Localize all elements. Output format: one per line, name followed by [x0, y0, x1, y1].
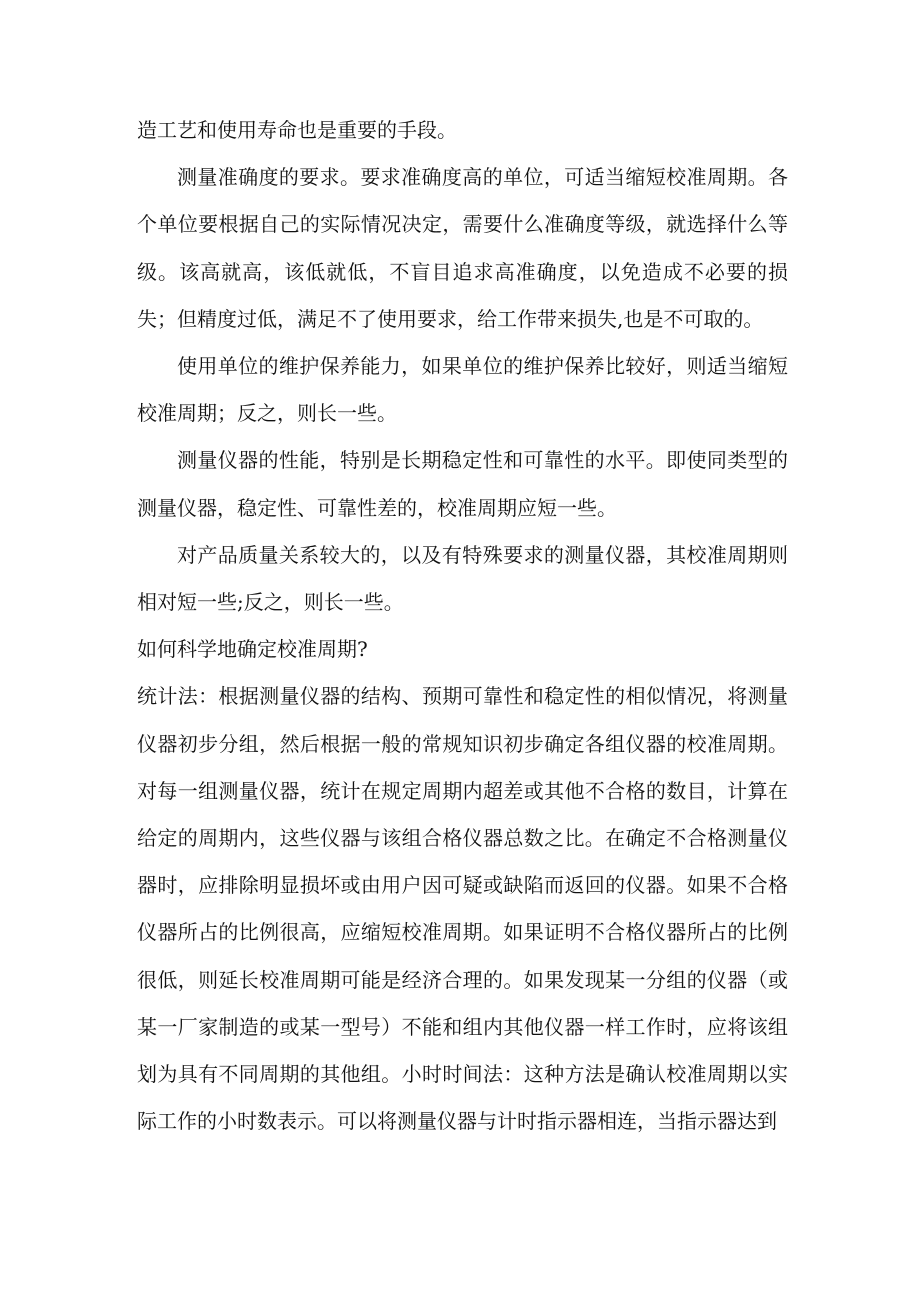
section-heading-question: 如何科学地确定校准周期?: [137, 637, 368, 662]
paragraph-product-quality: 对产品质量关系较大的，以及有特殊要求的测量仪器，其校准周期则相对短一些;反之，则长一些。: [137, 542, 788, 615]
paragraph-statistical-method: 统计法：根据测量仪器的结构、预期可靠性和稳定性的相似情况，将测量仪器初步分组，然后根据一般的常规知识初步确定各组仪器的校准周期。对每一组测量仪器，统计在规定周期内超差或其他不合格的数目，计算在给定的周期内，这些仪器与该组合格仪器总数之比。在确定不合格测量仪器时，应排除明显损坏或由用户因可疑或缺陷而返回的仪器。如果不合格仪器所占的比例很高，应缩短校准周期。如果证明不合格仪器所占的比例很低，则延长校准周期可能是经济合理的。如果发现某一分组的仪器（或某一厂家制造的或某一型号）不能和组内其他仪器一样工作时，应将该组划为具有不同周期的其他组。小时时间法：这种方法是确认校准周期以实际工作的小时数表示。可以将测量仪器与计时指示器相连，当指示器达到: [137, 684, 788, 1134]
paragraph-accuracy-requirement: 测量准确度的要求。要求准确度高的单位，可适当缩短校准周期。各个单位要根据自己的实际情况决定，需要什么准确度等级，就选择什么等级。该高就高，该低就低，不盲目追求高准确度，以免造成不必要的损失；但精度过低，满足不了使用要求，给工作带来损失,也是不可取的。: [137, 165, 788, 331]
document-body: [137, 107, 788, 1145]
paragraph-maintenance-ability: 使用单位的维护保养能力，如果单位的维护保养比较好，则适当缩短校准周期；反之，则长一些。: [137, 354, 788, 426]
paragraph-continuation: 造工艺和使用寿命也是重要的手段。: [137, 118, 457, 142]
paragraph-instrument-performance: 测量仪器的性能，特别是长期稳定性和可靠性的水平。即使同类型的测量仪器，稳定性、可靠性差的，校准周期应短一些。: [137, 448, 788, 520]
